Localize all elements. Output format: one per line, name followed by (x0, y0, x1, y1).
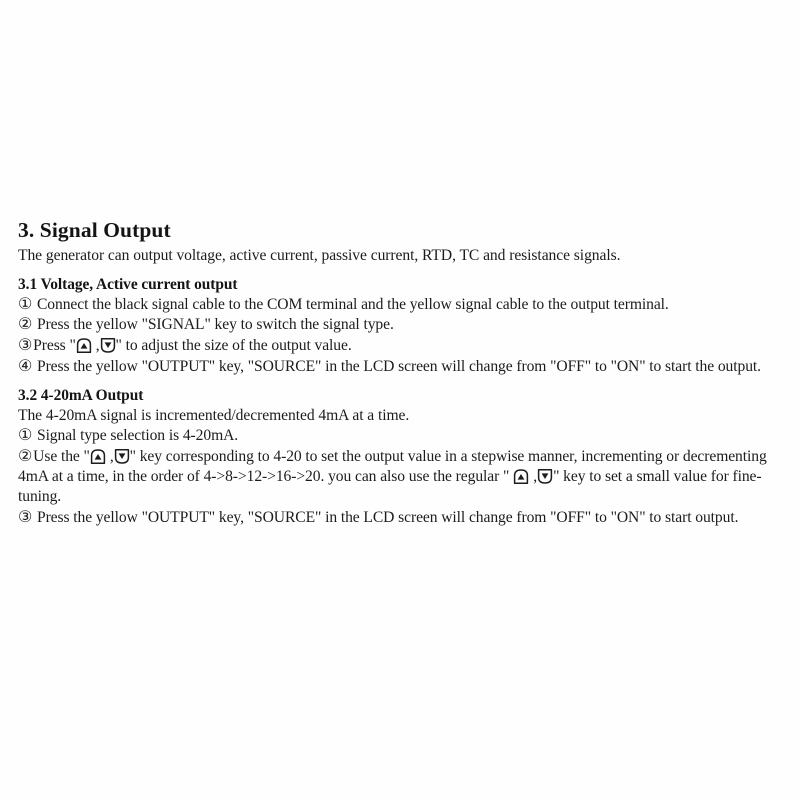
list-item (18, 426, 784, 447)
up-arrow-key-icon (513, 469, 529, 484)
list-item-text: Signal type selection is 4-20mA. (36, 427, 239, 445)
list-item-text: Press the yellow "OUTPUT" key, "SOURCE" in the LCD screen will change from "OFF" to "ON" to start output. (36, 508, 739, 526)
list-item-text: Press the yellow "SIGNAL" key to switch the signal type. (36, 316, 394, 334)
subsection-heading-3-1: 3.1 Voltage, Active current output (18, 276, 238, 294)
key-separator: , (109, 447, 114, 465)
key-separator: , (533, 468, 538, 486)
down-arrow-key-icon (537, 469, 553, 484)
list-item-text-before-keys: Use the " (33, 447, 90, 465)
list-marker: ④ (18, 357, 33, 375)
list-marker: ② (18, 316, 33, 334)
page-title: 3. Signal Output (18, 218, 171, 242)
list-item-text: Connect the black signal cable to the COM terminal and the yellow signal cable to the output terminal. (36, 295, 669, 313)
list-item (18, 447, 784, 508)
list-item (18, 336, 784, 357)
key-separator: , (95, 336, 100, 354)
list-marker: ③ (18, 508, 33, 526)
subsection-intro-paragraph: The 4-20mA signal is incremented/decremented 4mA at a time. (18, 406, 410, 424)
list-marker: ③ (18, 336, 33, 354)
subsection-heading-3-2: 3.2 4-20mA Output (18, 387, 144, 405)
list-marker: ① (18, 295, 33, 313)
list-item (18, 295, 784, 316)
list-item (18, 315, 784, 336)
list-item-text: Press the yellow "OUTPUT" key, "SOURCE" in the LCD screen will change from "OFF" to "ON" to start the output. (36, 357, 761, 375)
list-item-text-middle: " key corresponding to 4-20 to set the output value in a stepwise manner, incrementing or decrementing 4mA at a time, in the order of 4->8->12->16->20. you can also use the regular " (18, 447, 767, 486)
document-content (18, 218, 784, 528)
list-item (18, 508, 784, 529)
up-arrow-key-icon (76, 338, 92, 353)
list-item-text-before-keys: Press " (33, 336, 76, 354)
list-item-text-after-keys: " to adjust the size of the output value. (115, 336, 352, 354)
section-intro-paragraph: The generator can output voltage, active current, passive current, RTD, TC and resistance signals. (18, 246, 621, 264)
list-item (18, 357, 784, 378)
up-arrow-key-icon (90, 449, 106, 464)
down-arrow-key-icon (100, 338, 116, 353)
list-marker: ① (18, 427, 33, 445)
down-arrow-key-icon (114, 449, 130, 464)
list-marker: ② (18, 447, 33, 465)
list-item-text-after-keys: " key to set a small value for fine-tuning. (18, 468, 762, 506)
